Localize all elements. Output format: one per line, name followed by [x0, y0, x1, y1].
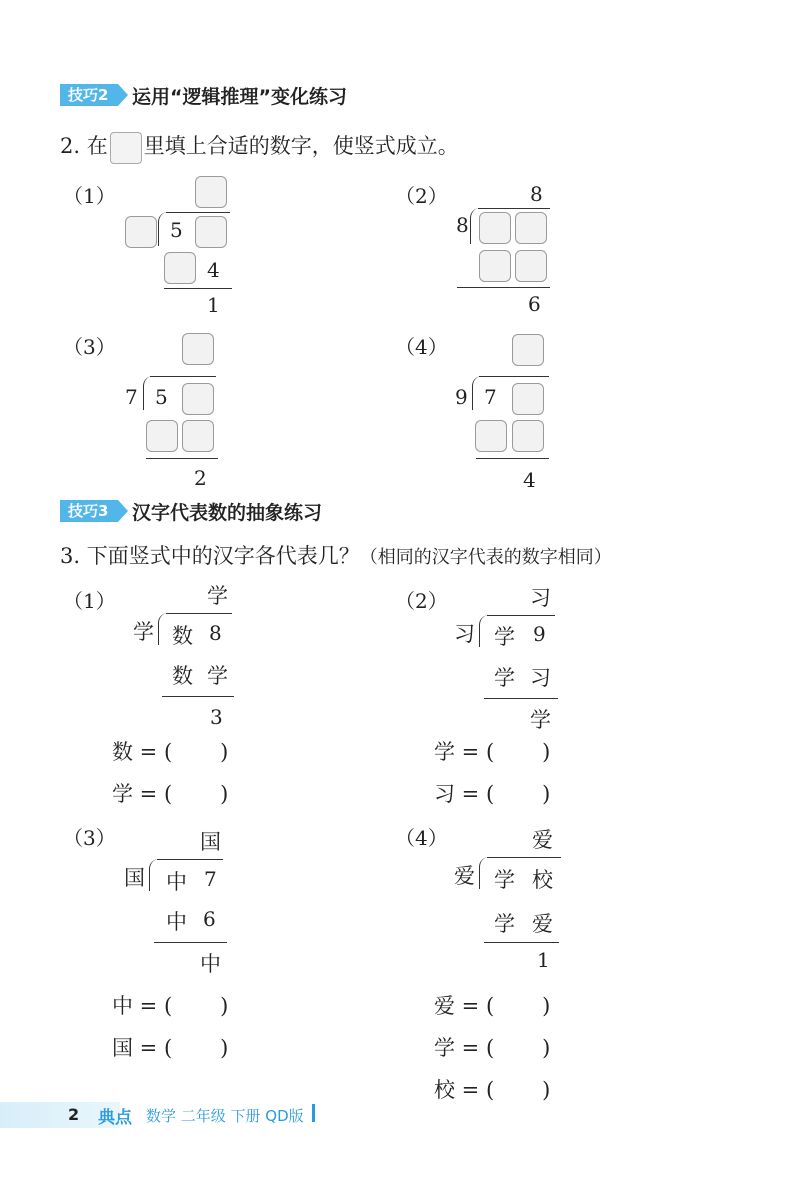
product-char: 学	[494, 912, 515, 936]
product-char: 爱	[532, 912, 553, 936]
dividend-char: 校	[532, 868, 553, 892]
division-bracket	[149, 859, 160, 891]
remainder-digit: 1	[207, 293, 220, 317]
answer-close: )	[542, 740, 551, 764]
product-char: 数	[172, 664, 193, 688]
answer-close: )	[220, 1036, 229, 1060]
division-bracket	[479, 615, 490, 647]
problem-label: （1）	[63, 589, 116, 613]
quotient-box[interactable]	[195, 176, 227, 208]
product-char: 中	[166, 910, 187, 934]
inline-blank-box	[110, 132, 142, 164]
question-2	[60, 130, 459, 164]
answer-line	[434, 778, 550, 808]
answer-label: 校 = (	[434, 1078, 495, 1102]
problem-label: （4）	[395, 335, 448, 359]
divisor-char: 爱	[454, 864, 475, 888]
answer-close: )	[220, 782, 229, 806]
product-digit: 4	[207, 258, 220, 282]
dividend-digit: 5	[155, 385, 168, 409]
book-title: 数学 二年级 下册 QD版	[146, 1107, 304, 1125]
dividend-char: 数	[172, 624, 193, 648]
question-3-text: 3. 下面竖式中的汉字各代表几？	[60, 544, 360, 568]
section-tag-2: 技巧2	[60, 84, 118, 106]
answer-close: )	[542, 782, 551, 806]
remainder-digit: 2	[194, 466, 207, 490]
answer-label: 学 = (	[112, 782, 173, 806]
answer-line	[434, 1032, 550, 1062]
answer-close: )	[542, 1078, 551, 1102]
dividend-digit: 7	[484, 385, 497, 409]
answer-close: )	[220, 994, 229, 1018]
remainder-char: 中	[200, 952, 221, 976]
division-bar	[166, 613, 232, 614]
subtract-line	[476, 458, 549, 459]
remainder-digit: 1	[537, 948, 550, 972]
divisor-box[interactable]	[125, 216, 157, 248]
dividend-digit: 7	[204, 867, 217, 891]
divisor-digit: 8	[456, 213, 469, 237]
subtract-line	[164, 288, 232, 289]
division-bracket	[158, 212, 169, 246]
quotient-char: 习	[530, 586, 551, 610]
problem-label: （1）	[63, 184, 116, 208]
dividend-char: 学	[494, 868, 515, 892]
product-char: 学	[494, 666, 515, 690]
division-bar	[487, 615, 555, 616]
divisor-digit: 7	[125, 385, 138, 409]
subtract-line	[162, 696, 234, 697]
answer-line	[112, 1032, 228, 1062]
problem-label: （2）	[395, 589, 448, 613]
dividend-box[interactable]	[195, 216, 227, 248]
section-tag-3: 技巧3	[60, 500, 118, 522]
dividend-digit: 9	[533, 622, 546, 646]
division-bar	[479, 376, 549, 377]
subtract-line	[484, 698, 558, 699]
product-box[interactable]	[182, 420, 214, 452]
division-bar	[157, 859, 223, 860]
product-box[interactable]	[475, 420, 507, 452]
footer-divider	[312, 1104, 315, 1122]
subtract-line	[457, 287, 550, 288]
dividend-digit: 5	[170, 218, 183, 242]
divisor-char: 国	[124, 866, 145, 890]
dividend-box[interactable]	[182, 383, 214, 415]
division-bar	[166, 212, 230, 213]
quotient-digit: 8	[530, 182, 543, 206]
answer-label: 学 = (	[434, 740, 495, 764]
division-bracket	[158, 613, 169, 645]
remainder-digit: 3	[210, 705, 223, 729]
page-number: 2	[68, 1105, 80, 1124]
problem-label: （3）	[63, 335, 116, 359]
product-box[interactable]	[479, 250, 511, 282]
answer-close: )	[542, 1036, 551, 1060]
divisor-digit: 9	[455, 385, 468, 409]
product-box[interactable]	[146, 420, 178, 452]
answer-line	[112, 736, 228, 766]
question-3-note: （相同的汉字代表的数字相同）	[359, 547, 612, 568]
quotient-char: 国	[200, 830, 221, 854]
answer-label: 数 = (	[112, 740, 173, 764]
section-title-3: 汉字代表数的抽象练习	[132, 502, 323, 524]
subtract-line	[154, 942, 227, 943]
brand-logo: 典点	[98, 1108, 132, 1128]
product-char: 习	[530, 666, 551, 690]
product-digit: 6	[203, 907, 216, 931]
division-bracket	[479, 857, 490, 889]
quotient-box[interactable]	[182, 333, 214, 365]
dividend-char: 中	[166, 870, 187, 894]
answer-label: 学 = (	[434, 1036, 495, 1060]
dividend-digit: 8	[209, 621, 222, 645]
problem-label: （3）	[63, 826, 116, 850]
answer-label: 习 = (	[434, 782, 495, 806]
answer-label: 中 = (	[112, 994, 173, 1018]
division-bar	[150, 376, 216, 377]
product-char: 学	[207, 664, 228, 688]
answer-label: 国 = (	[112, 1036, 173, 1060]
answer-label: 爱 = (	[434, 994, 495, 1018]
problem-label: （4）	[395, 826, 448, 850]
answer-line	[112, 778, 228, 808]
quotient-box[interactable]	[512, 334, 544, 366]
answer-close: )	[220, 740, 229, 764]
division-bar	[478, 208, 550, 209]
division-bracket	[143, 376, 154, 410]
product-box[interactable]	[512, 420, 544, 452]
divisor-char: 学	[133, 620, 154, 644]
problem-label: （2）	[395, 184, 448, 208]
division-bar	[487, 857, 561, 858]
section-title-2: 运用“逻辑推理”变化练习	[132, 86, 347, 108]
divisor-char: 习	[454, 622, 475, 646]
quotient-char: 爱	[532, 828, 553, 852]
dividend-box[interactable]	[512, 383, 544, 415]
product-box[interactable]	[515, 250, 547, 282]
answer-close: )	[542, 994, 551, 1018]
question-2-prefix: 2. 在	[60, 134, 108, 158]
answer-line	[434, 990, 550, 1020]
dividend-box[interactable]	[515, 212, 547, 244]
answer-line	[434, 1074, 550, 1104]
answer-line	[434, 736, 550, 766]
answer-line	[112, 990, 228, 1020]
product-box[interactable]	[164, 252, 196, 284]
dividend-box[interactable]	[479, 212, 511, 244]
division-bracket	[472, 376, 483, 410]
remainder-char: 学	[530, 708, 551, 732]
remainder-digit: 4	[523, 468, 536, 492]
subtract-line	[484, 942, 559, 943]
dividend-char: 学	[494, 625, 515, 649]
question-2-suffix: 里填上合适的数字，使竖式成立。	[143, 134, 459, 158]
quotient-char: 学	[207, 584, 228, 608]
question-3	[60, 540, 612, 570]
subtract-line	[146, 458, 218, 459]
remainder-digit: 6	[528, 292, 541, 316]
